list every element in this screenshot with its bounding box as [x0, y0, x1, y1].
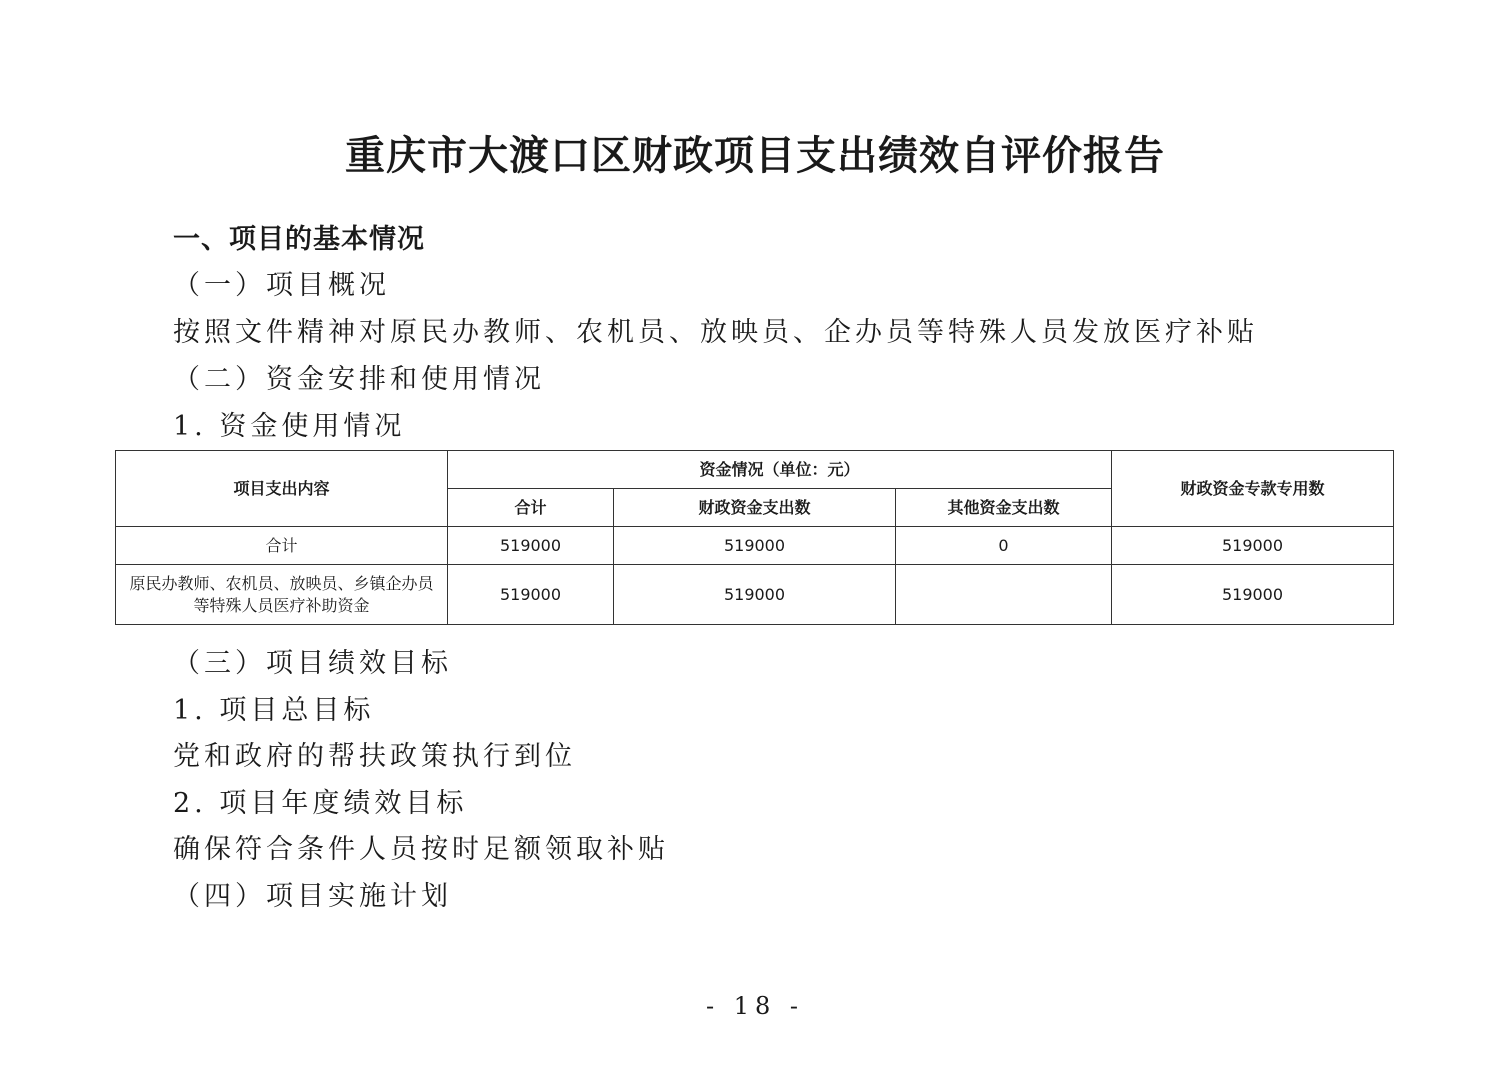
item-annual-goal: 2. 项目年度绩效目标 — [173, 788, 468, 819]
paragraph-overall-goal: 党和政府的帮扶政策执行到位 — [173, 741, 576, 772]
header-total: 合计 — [448, 489, 614, 527]
cell-total: 519000 — [448, 527, 614, 565]
item-overall-goal: 1. 项目总目标 — [173, 695, 375, 726]
cell-fiscal: 519000 — [614, 565, 896, 625]
cell-special: 519000 — [1112, 527, 1394, 565]
item-funding-usage: 1. 资金使用情况 — [173, 411, 406, 442]
cell-content: 合计 — [116, 527, 448, 565]
cell-total: 519000 — [448, 565, 614, 625]
subheading-funding: （二）资金安排和使用情况 — [173, 364, 545, 395]
paragraph-annual-goal: 确保符合条件人员按时足额领取补贴 — [173, 834, 669, 865]
cell-other: 0 — [896, 527, 1112, 565]
cell-other — [896, 565, 1112, 625]
funding-table — [115, 450, 1394, 625]
section-heading-basic-info: 一、项目的基本情况 — [173, 224, 425, 255]
page-number: - 18 - — [705, 992, 804, 1020]
cell-special: 519000 — [1112, 565, 1394, 625]
subheading-project-overview: （一）项目概况 — [173, 270, 390, 301]
header-fiscal: 财政资金支出数 — [614, 489, 896, 527]
report-title: 重庆市大渡口区财政项目支出绩效自评价报告 — [345, 132, 1165, 179]
cell-fiscal: 519000 — [614, 527, 896, 565]
header-content: 项目支出内容 — [116, 451, 448, 527]
subheading-implementation-plan: （四）项目实施计划 — [173, 881, 452, 912]
table-row — [116, 527, 1394, 565]
header-funds: 资金情况（单位：元） — [448, 451, 1112, 489]
header-special: 财政资金专款专用数 — [1112, 451, 1394, 527]
cell-content: 原民办教师、农机员、放映员、乡镇企办员等特殊人员医疗补助资金 — [116, 565, 448, 625]
header-other: 其他资金支出数 — [896, 489, 1112, 527]
subheading-performance-goals: （三）项目绩效目标 — [173, 648, 452, 679]
paragraph-project-overview: 按照文件精神对原民办教师、农机员、放映员、企办员等特殊人员发放医疗补贴 — [173, 317, 1258, 348]
table-row — [116, 565, 1394, 625]
